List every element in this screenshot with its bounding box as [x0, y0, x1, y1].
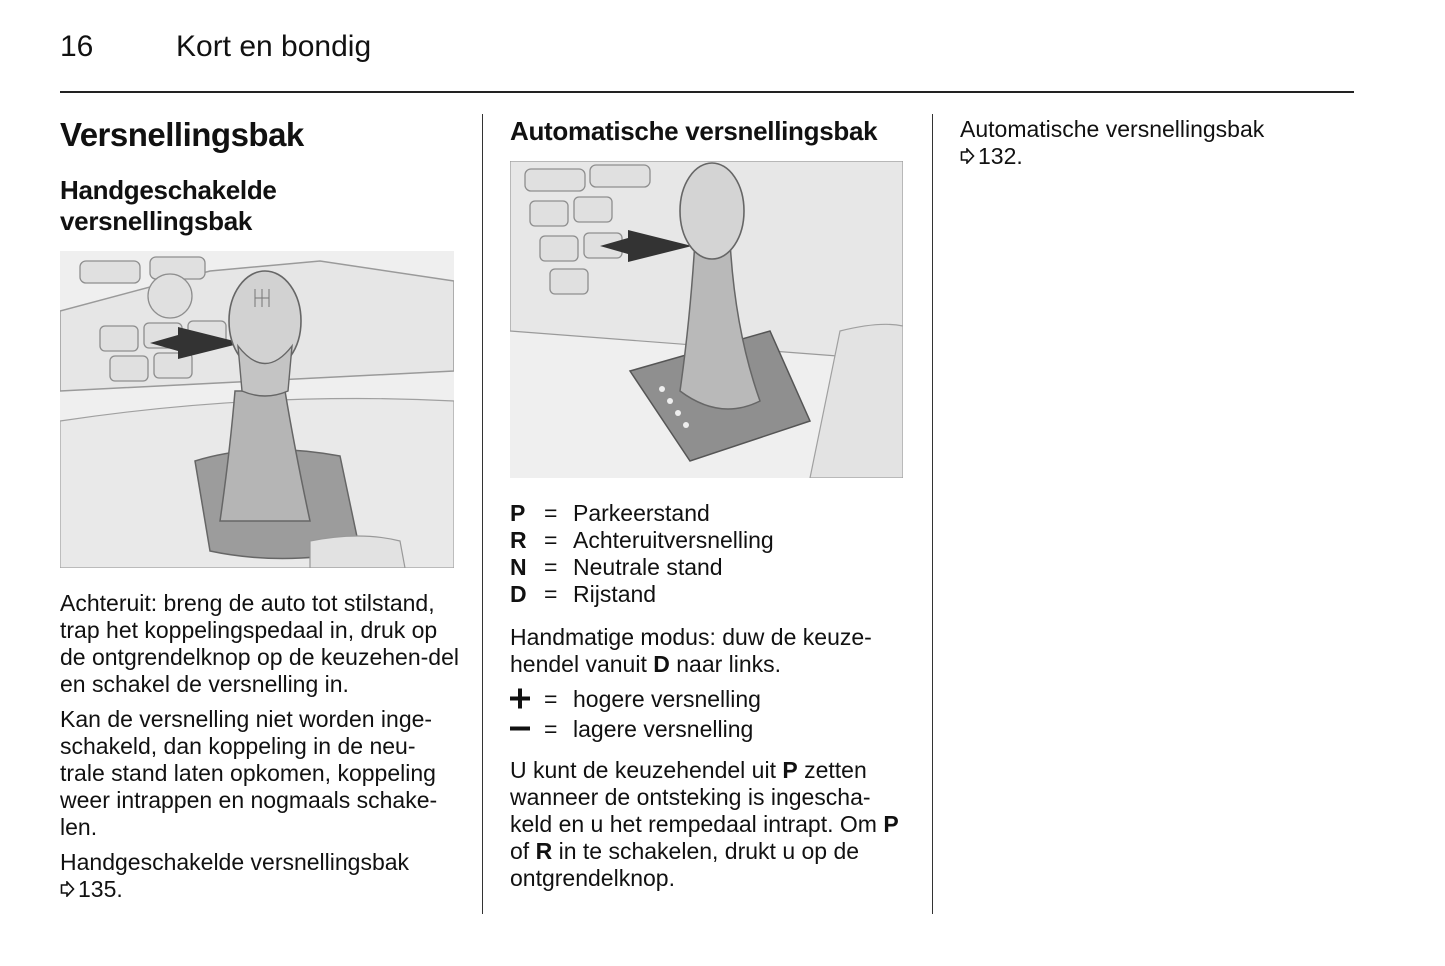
legend-row-d: D = Rijstand	[510, 581, 657, 607]
automatic-gear-lever-figure	[510, 161, 903, 478]
col3-xref: Automatische versnellingsbak 132.	[960, 116, 1265, 169]
legend-row-p: P = Parkeerstand	[510, 500, 710, 526]
page-number: 16	[60, 30, 94, 63]
auto-heading: Automatische versnellingsbak	[510, 116, 878, 146]
minus-icon	[510, 716, 544, 746]
legend-row-plus: = hogere versnelling	[510, 686, 761, 716]
shift-out-of-park-text: U kunt de keuzehendel uit P zetten wanneer de ontsteking is ingescha-keld en u het rempedaal intrapt. Om P of R in te schakelen, drukt u op de ontgrendelknop.	[510, 757, 899, 891]
legend-row-r: R = Achteruitversnelling	[510, 527, 774, 553]
gear-engage-tip: Kan de versnelling niet worden inge-schakeld, dan koppeling in de neu-trale stand laten opkomen, koppeling weer intrappen en nogmaals schake-len.	[60, 706, 438, 840]
column-divider-1	[482, 114, 483, 914]
running-title: Kort en bondig	[176, 30, 372, 63]
subsection-heading: Handgeschakelde versnellingsbak	[60, 175, 277, 236]
plus-icon	[510, 686, 544, 716]
shift-legend	[510, 686, 761, 746]
manual-gear-lever-figure	[60, 251, 454, 568]
header-rule	[60, 91, 1354, 93]
legend-row-n: N = Neutrale stand	[510, 554, 723, 580]
gear-legend	[510, 500, 774, 608]
section-heading: Versnellingsbak	[60, 116, 304, 153]
manual-mode-text: Handmatige modus: duw de keuze-hendel vanuit D naar links.	[510, 624, 872, 677]
column-divider-2	[932, 114, 933, 914]
page-reference-arrow-icon	[60, 876, 78, 903]
col1-body	[60, 590, 460, 903]
legend-row-minus: = lagere versnelling	[510, 716, 761, 746]
col1-xref: Handgeschakelde versnellingsbak 135.	[60, 849, 410, 902]
page-reference-arrow-icon	[960, 143, 978, 170]
reverse-instruction: Achteruit: breng de auto tot stilstand, trap het koppelingspedaal in, druk op de ontgrendelknop op de keuzehen-del en schakel de versnelling in.	[60, 590, 459, 697]
